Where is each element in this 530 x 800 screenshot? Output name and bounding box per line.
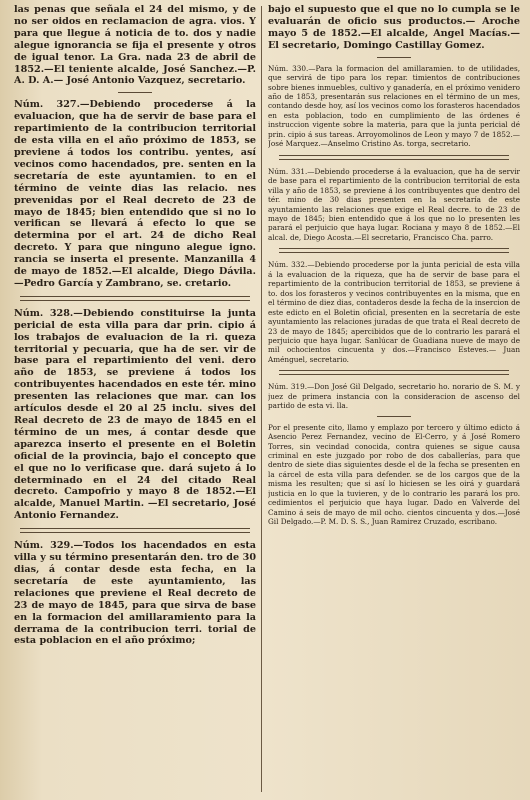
short-rule	[118, 92, 152, 93]
right-column	[268, 4, 520, 794]
notice-la-granada-end: las penas que señala el 24 del mismo, y de no ser oidos en reclamacion de agra. vios. Y para que llegue á noticia de to. dos y nadie alegue ignorancia se fija el presente y otros de igual tenor. La Gra. nada 23 de abril de 1852.—El teniente alcalde, José Sanchez.—P. A. D. A.— José Antonio Vazquez, secretario.	[14, 4, 256, 87]
notice-329-continuation: bajo el supuesto que el que no lo cumpla se le evaluarán de oficio sus productos.— Aroche mayo 5 de 1852.—El alcalde, Angel Macías.—El secretario, Domingo Castillay Gomez.	[268, 4, 520, 51]
notice-319-body: Por el presente cito, llamo y emplazo por tercero y último edicto á Asencio Perez Fernandez, vecino de El-Cerro, y á José Romero Torres, sin vecindad conocida, contra quienes se sigue causa criminal en este juzgado por robo de dos caballerías, para que dentro de siete dias siguientes desde el de la fecha se presenten en la cárcel de esta villa para defender. se de los cargos que de la misma les resulten; que si así lo hiciesen se les oirá y guardará justicia en lo que la tuvieren, y de lo contrario les parará los pro. cedimientos el perjuicio que haya lugar. Dado en Valverde del Camino á seis de mayo de mil ocho. cientos cincuenta y dos.—José Gil Delgado.—P. M. D. S. S., Juan Ramirez Cruzado, escribano.	[268, 422, 520, 527]
notice-331: Núm. 331.—Debiendo procederse á la evaluacion, que ha de servir de base para el repartimiento de la contribucion territorial de esta villa y año de 1853, se previene á los contribuyentes que dentro del tér. mino de 30 dias presenten en la secretaría de este ayuntamiento las relaciones que exige el Real decre. to de 23 de mayo de 1845; bien entendido que á los que no lo presenten les parará el perjuicio que haya lugar. Rociana y mayo 8 de 1852.—El alcal. de, Diego Acosta.—El secretario, Francisco Cha. parro.	[268, 166, 520, 242]
notice-327: Núm. 327.—Debiendo procederse á la evaluacion, que ha de servir de base para el repartimiento de la contribucion territorial de esta villa en el año próximo de 1853, se previene á todos los contribu. yentes, así vecinos como hacendados, pre. senten en la secretaría de este ayuntamien. to en el término de veinte dias las relacio. nes prevenidas por el Real decreto de 23 de mayo de 1845; bien entendido que si no lo verifican se llevará á efecto lo que se determina por el art. 24 de dicho Real decreto. Y para que ninguno alegue igno. rancia se inserta el presente. Manzanilla 4 de mayo de 1852.—El alcalde, Diego Dávila.—Pedro García y Zambrano, se. cretario.	[14, 99, 256, 289]
short-rule	[377, 57, 411, 58]
notice-328: Núm. 328.—Debiendo constituirse la junta pericial de esta villa para dar prin. cipio á los trabajos de evaluacion de la ri. queza territorial y pecuaria, que ha de ser. vir de base para el repartimiento del veni. dero año de 1853, se previene á todos los contribuyentes hacendados en este tér. mino presenten las relaciones que mar. can los artículos desde el 20 al 25 inclu. sives del Real decreto de 23 de mayo de 1845 en el término de un mes, á contar desde que aparezca inserto el presente en el Boletin oficial de la provincia, bajo el concepto que el que no lo verificase que. dará sujeto á lo determinado en el 24 del citado Real decreto. Campofrio y mayo 8 de 1852.—El alcalde, Manuel Martin. —El secretario, José Antonio Fernandez.	[14, 307, 256, 522]
column-divider	[261, 6, 262, 792]
double-rule	[279, 248, 509, 253]
left-column	[14, 4, 256, 794]
notice-332: Núm. 332.—Debiendo procederse por la junta pericial de esta villa á la evaluacion de la riqueza, que ha de servir de base para el repartimiento de la contribucion territorial de 1853, se previene á to. dos los forasteros y vecinos contribuyentes en la misma, que en el término de diez dias, contaderos desde la fecha de la insercion de este edicto en el Boletin oficial, presenten en la secretaría de este ayuntamiento las relaciones juradas de que trata el Real decreto de 23 de mayo de 1845; apercibidos que de lo contrario les parará el perjuicio que haya lugar. Sanlúcar de Guadiana nueve de mayo de mil ochocientos cincuenta y dos.—Francisco Esteves.— Juan Aménguel, secretario.	[268, 260, 520, 364]
double-rule	[279, 155, 509, 160]
double-rule	[279, 370, 509, 375]
notice-329: Núm. 329.—Todos los hacendados en esta villa y su término presentarán den. tro de 30 dias, á contar desde esta fecha, en la secretaría de este ayuntamiento, las relaciones que previene el Real decreto de 23 de mayo de 1845, para que sirva de base en la formacion del amillaramiento para la derrama de la contribucion terri. torial de esta poblacion en el año próximo;	[14, 540, 256, 647]
double-rule	[20, 296, 250, 301]
notice-330: Núm. 330.—Para la formacion del amillaramien. to de utilidades, que servirá de tipo para los repar. timientos de contribuciones sobre bienes inmuebles, cultivo y ganadería, en el próximo venidero año de 1853, presentarán sus relaciones en el término de un mes, contando desde hoy, así los vecinos como los forasteros hacendados en esta poblacion, todo en cumplimiento de las órdenes é instruccion vigente sobre la materia, para que la junta pericial dé prin. cipio á sus tareas. Arroyomolinos de Leon y mayo 7 de 1852.—José Marquez.—Anselmo Cristino As. torga, secretario.	[268, 63, 520, 149]
short-rule	[377, 416, 411, 417]
double-rule	[20, 528, 250, 533]
notice-319-heading: Núm. 319.—Don José Gil Delgado, secretario ho. norario de S. M. y juez de primera instancia con la consideracion de ascenso del partido de esta vi. lla.	[268, 382, 520, 411]
